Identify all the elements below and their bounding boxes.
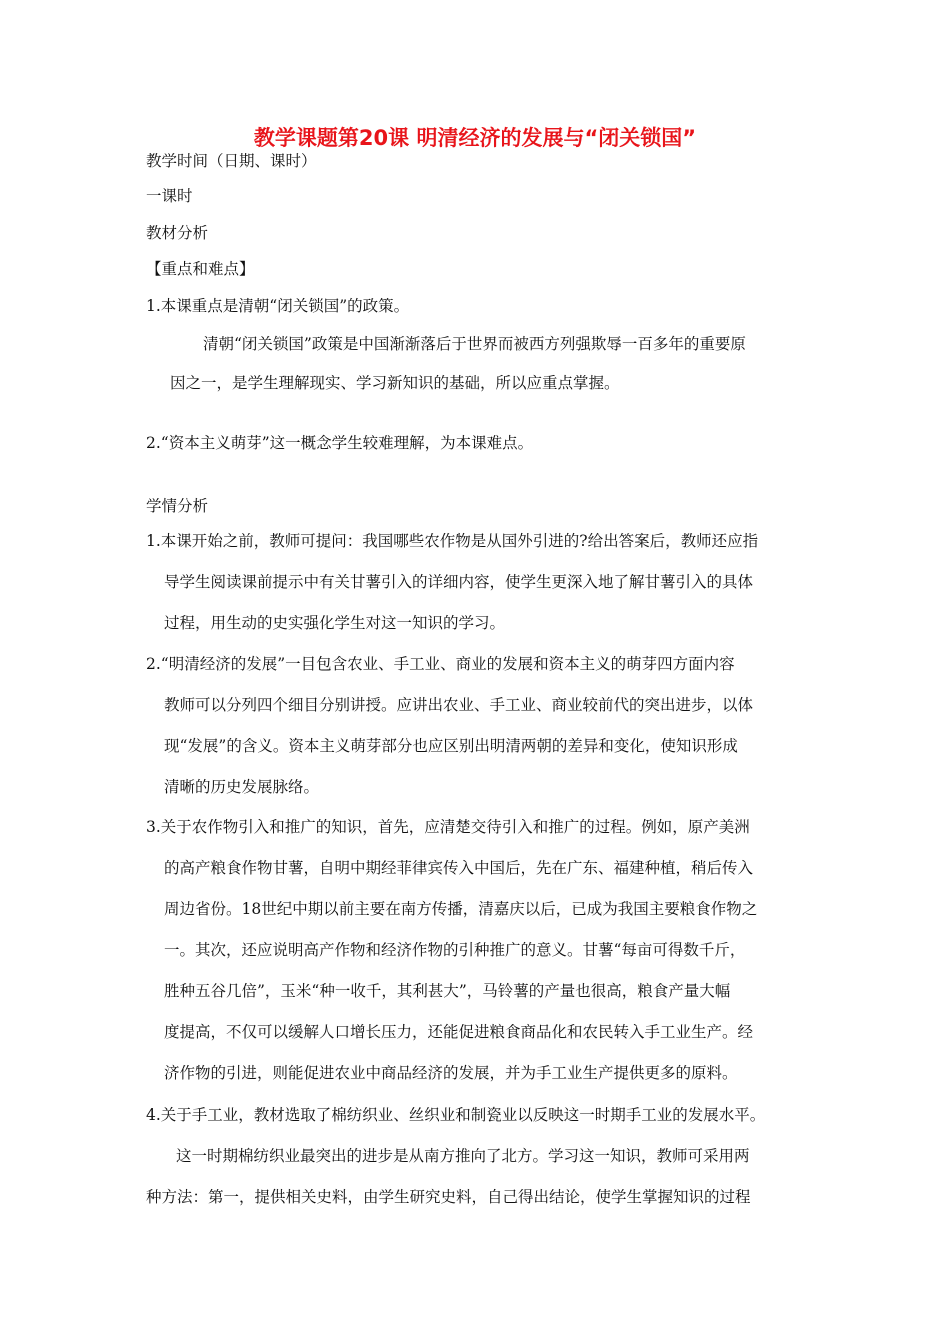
text-line: 导学生阅读课前提示中有关甘薯引入的详细内容，使学生更深入地了解甘薯引入的具体: [164, 573, 754, 591]
text-line: 教材分析: [146, 224, 209, 242]
text-line: 教学时间（日期、课时）: [146, 152, 317, 170]
text-line: 清晰的历史发展脉络。: [164, 778, 320, 796]
text-line: 周边省份。18世纪中期以前主要在南方传播，清嘉庆以后，已成为我国主要粮食作物之: [164, 900, 758, 918]
text-line: 现“发展”的含义。资本主义萌芽部分也应区别出明清两朝的差异和变化，使知识形成: [164, 737, 738, 755]
text-line: 教师可以分列四个细目分别讲授。应讲出农业、手工业、商业较前代的突出进步，以体: [164, 696, 754, 714]
text-line: 济作物的引进，则能促进农业中商品经济的发展，并为手工业生产提供更多的原料。: [164, 1064, 738, 1082]
text-line: 这一时期棉纺织业最突出的进步是从南方推向了北方。学习这一知识，教师可采用两: [176, 1147, 750, 1165]
text-line: 【重点和难点】: [146, 260, 255, 278]
text-line: 4.关于手工业，教材选取了棉纺织业、丝织业和制瓷业以反映这一时期手工业的发展水平。: [146, 1106, 766, 1124]
text-line: 胜种五谷几倍”，玉米“种一收千，其利甚大”，马铃薯的产量也很高，粮食产量大幅: [164, 982, 731, 1000]
text-line: 度提高，不仅可以缓解人口增长压力，还能促进粮食商品化和农民转入手工业生产。经: [164, 1023, 754, 1041]
text-line: 种方法：第一，提供相关史料，由学生研究史料，自己得出结论，使学生掌握知识的过程: [146, 1188, 751, 1206]
text-line: 1.本课开始之前，教师可提问：我国哪些农作物是从国外引进的?给出答案后，教师还应指: [146, 532, 759, 550]
text-line: 3.关于农作物引入和推广的知识，首先，应清楚交待引入和推广的过程。例如，原产美洲: [146, 818, 750, 836]
text-line: 2.“明清经济的发展”一目包含农业、手工业、商业的发展和资本主义的萌芽四方面内容: [146, 655, 735, 673]
text-line: 清朝“闭关锁国”政策是中国渐渐落后于世界而被西方列强欺辱一百多年的重要原: [203, 335, 746, 353]
document-title: 教学课题第20课 明清经济的发展与“闭关锁国”: [253, 126, 697, 150]
text-line: 因之一，是学生理解现实、学习新知识的基础，所以应重点掌握。: [170, 374, 620, 392]
text-line: 1.本课重点是清朝“闭关锁国”的政策。: [146, 297, 410, 315]
text-line: 过程，用生动的史实强化学生对这一知识的学习。: [164, 614, 506, 632]
text-line: 2.“资本主义萌芽”这一概念学生较难理解，为本课难点。: [146, 434, 534, 452]
text-line: 一。其次，还应说明高产作物和经济作物的引种推广的意义。甘薯“每亩可得数千斤，: [164, 941, 746, 959]
text-line: 学情分析: [146, 497, 209, 515]
text-line: 一课时: [146, 187, 193, 205]
text-line: 的高产粮食作物甘薯，自明中期经菲律宾传入中国后，先在广东、福建种植，稍后传入: [164, 859, 754, 877]
